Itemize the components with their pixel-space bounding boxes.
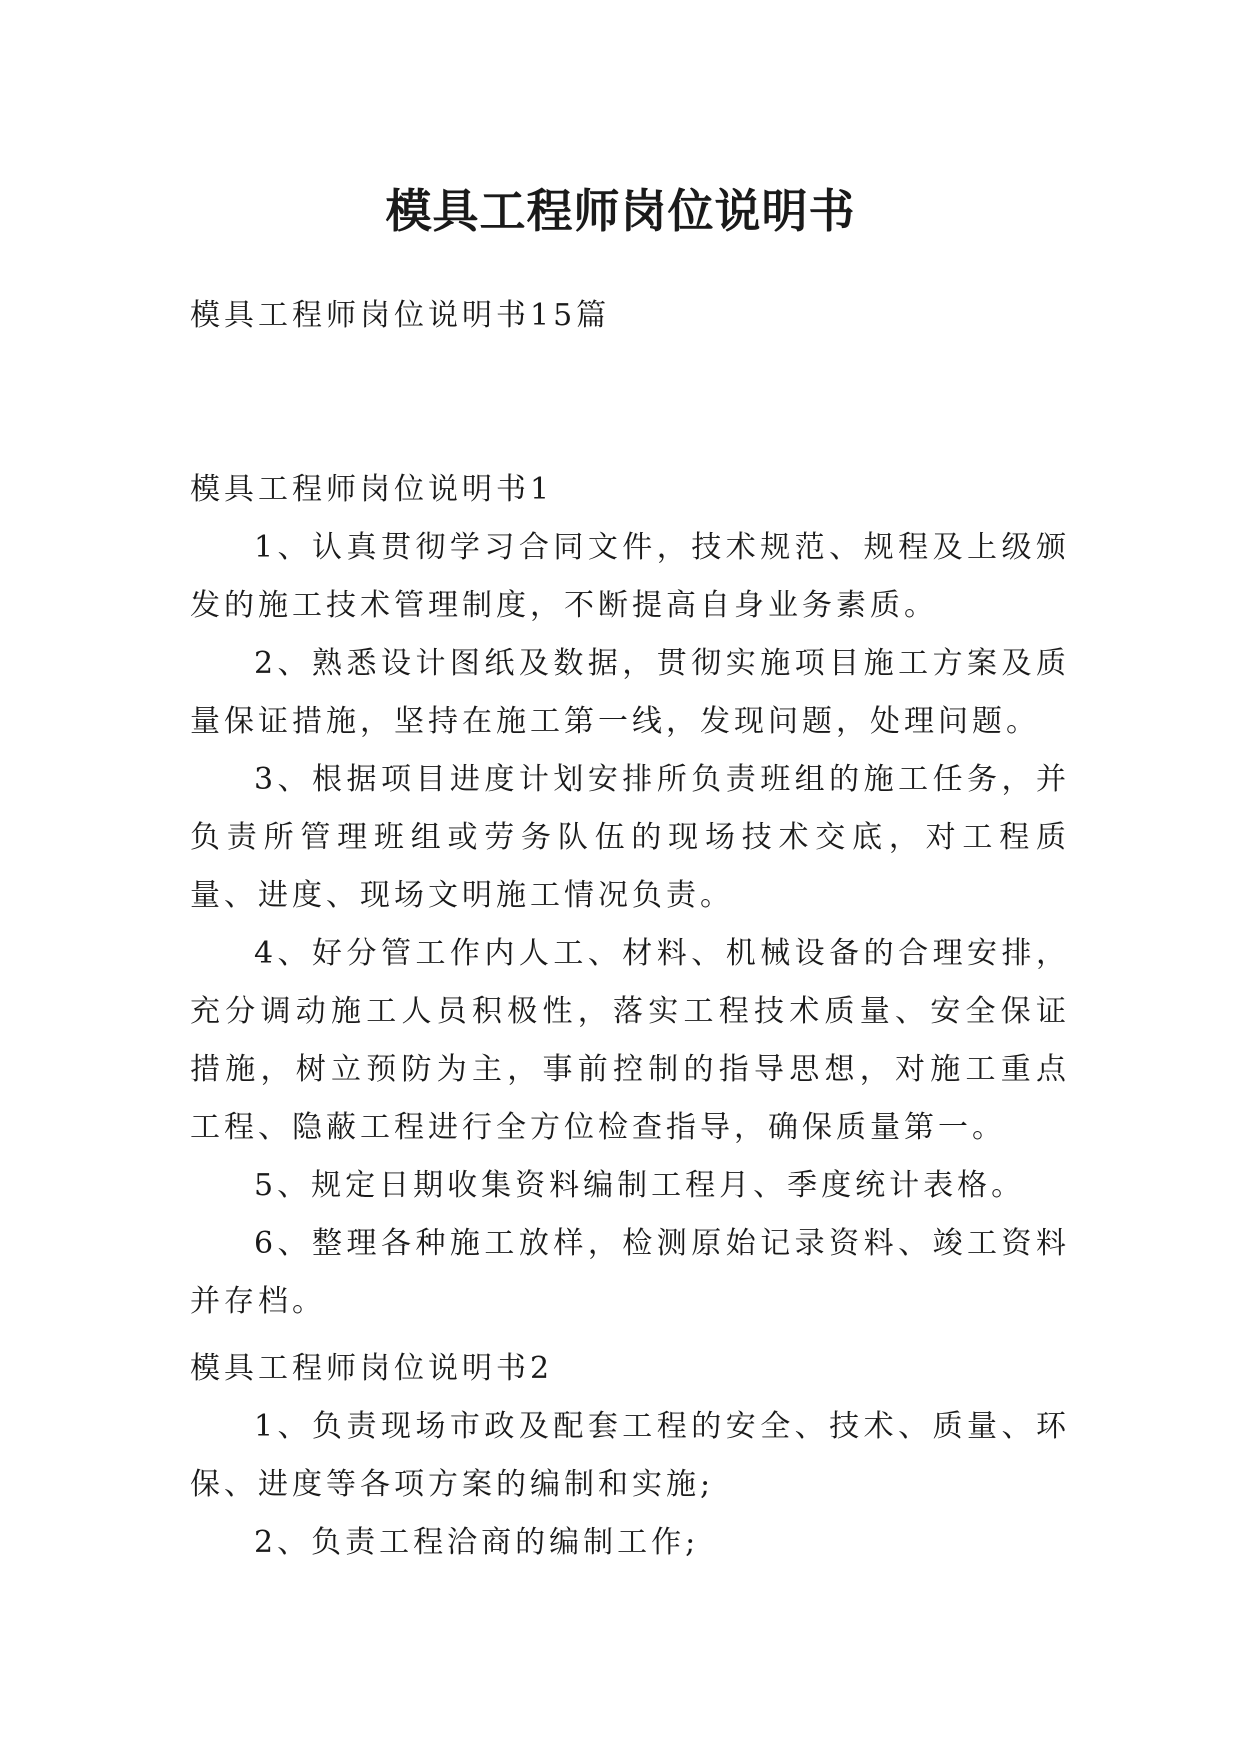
list-item: 1、负责现场市政及配套工程的安全、技术、质量、环保、进度等各项方案的编制和实施; [190, 1409, 1070, 1502]
list-item: 1、认真贯彻学习合同文件，技术规范、规程及上级颁发的施工技术管理制度，不断提高自身业务素质。 [190, 530, 1070, 623]
list-item: 5、规定日期收集资料编制工程月、季度统计表格。 [254, 1168, 1026, 1203]
list-item: 2、熟悉设计图纸及数据，贯彻实施项目施工方案及质量保证措施，坚持在施工第一线，发现问题，处理问题。 [190, 646, 1070, 739]
list-item: 6、整理各种施工放样，检测原始记录资料、竣工资料并存档。 [190, 1226, 1070, 1319]
document-subtitle: 模具工程师岗位说明书15篇 [190, 298, 611, 333]
section-2 [190, 1340, 1070, 1572]
list-item: 4、好分管工作内人工、材料、机械设备的合理安排，充分调动施工人员积极性，落实工程技术质量、安全保证措施，树立预防为主，事前控制的指导思想，对施工重点工程、隐蔽工程进行全方位检查指导，确保质量第一。 [190, 936, 1070, 1145]
section-heading: 模具工程师岗位说明书1 [190, 472, 554, 507]
section-heading: 模具工程师岗位说明书2 [190, 1351, 554, 1386]
section-1 [190, 461, 1070, 1331]
document-title: 模具工程师岗位说明书 [385, 183, 856, 238]
list-item: 2、负责工程洽商的编制工作; [254, 1525, 700, 1560]
list-item: 3、根据项目进度计划安排所负责班组的施工任务，并负责所管理班组或劳务队伍的现场技术交底，对工程质量、进度、现场文明施工情况负责。 [190, 762, 1070, 913]
